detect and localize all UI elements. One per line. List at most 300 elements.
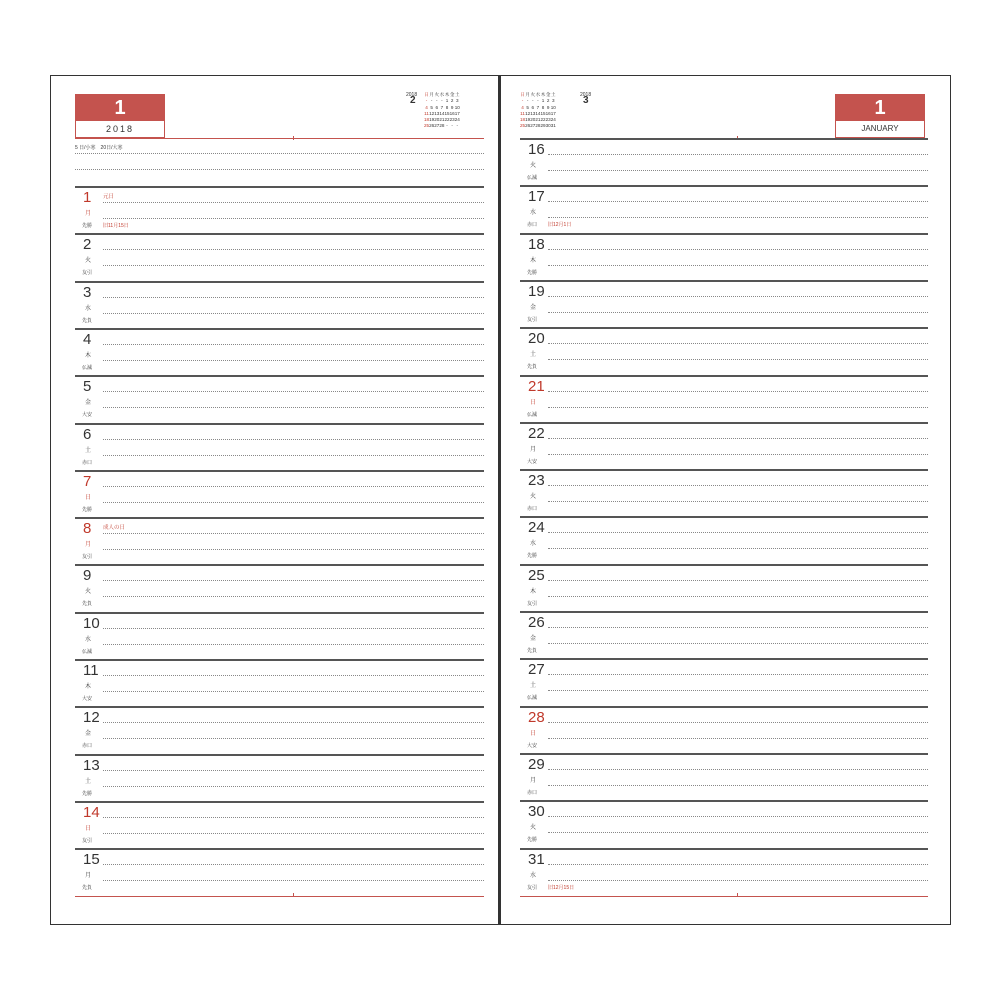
day-row[interactable] xyxy=(75,281,484,328)
day-number: 1 xyxy=(83,189,92,206)
day-number: 20 xyxy=(528,330,545,348)
writing-line xyxy=(548,501,928,502)
writing-line xyxy=(103,864,484,865)
day-number: 31 xyxy=(528,850,545,868)
day-row[interactable] xyxy=(75,375,484,422)
mini-calendar-weekday: 日 xyxy=(520,92,525,97)
mini-calendar-day: 17 xyxy=(550,110,556,116)
writing-line xyxy=(548,532,928,533)
day-of-week: 水 xyxy=(530,872,537,879)
mini-calendar-day: - xyxy=(451,123,453,129)
day-of-week: 日 xyxy=(85,825,92,832)
rokuyo-label: 赤口 xyxy=(527,789,538,796)
rokuyo-label: 友引 xyxy=(82,837,93,844)
mini-calendar-day: 4 xyxy=(425,104,428,110)
writing-line xyxy=(103,833,484,834)
day-row[interactable] xyxy=(75,754,484,801)
mini-calendar-day: 27 xyxy=(530,123,536,129)
month-year-box xyxy=(75,94,165,138)
day-of-week: 日 xyxy=(85,494,92,501)
day-number: 13 xyxy=(83,756,100,774)
day-number: 26 xyxy=(528,614,545,631)
mini-calendar-day: 24 xyxy=(550,117,556,123)
writing-line xyxy=(548,643,928,644)
holiday-note: 元日 xyxy=(103,194,115,200)
day-row[interactable] xyxy=(520,516,928,563)
day-of-week: 火 xyxy=(85,589,92,596)
rokuyo-label: 先負 xyxy=(82,885,93,892)
rokuyo-label: 大安 xyxy=(527,458,538,465)
day-number: 12 xyxy=(83,709,100,727)
day-number: 14 xyxy=(83,803,100,821)
mini-calendar-day: 11 xyxy=(520,110,525,116)
day-number: 30 xyxy=(528,803,545,821)
mini-calendar-day: 24 xyxy=(454,117,460,123)
day-row[interactable] xyxy=(520,800,928,847)
rokuyo-label: 友引 xyxy=(82,554,93,561)
mini-calendar-day: 18 xyxy=(424,117,430,123)
mini-calendar-day: 5 xyxy=(430,104,433,110)
mini-calendar-day: 19 xyxy=(429,117,435,123)
mini-calendar-day: 11 xyxy=(424,110,429,116)
day-row[interactable] xyxy=(75,233,484,280)
mini-calendar-weekday: 土 xyxy=(455,92,460,97)
writing-line xyxy=(103,439,484,440)
day-row[interactable] xyxy=(75,848,484,895)
day-of-week: 火 xyxy=(85,258,92,265)
holiday-note: 成人の日 xyxy=(103,525,126,532)
mini-calendar-day: 22 xyxy=(444,117,450,123)
rokuyo-label: 先勝 xyxy=(82,506,93,513)
day-number: 29 xyxy=(528,755,545,773)
day-of-week: 土 xyxy=(530,352,537,359)
rokuyo-label: 友引 xyxy=(527,884,538,891)
lunar-date-note: 旧12月1日 xyxy=(548,222,572,229)
mini-calendar-weekday: 水 xyxy=(535,92,541,97)
mini-calendar-day: 15 xyxy=(540,110,546,116)
mini-calendar-day: - xyxy=(425,98,428,104)
writing-line xyxy=(103,817,484,818)
writing-line xyxy=(103,360,484,361)
day-of-week: 日 xyxy=(530,730,537,737)
day-number: 25 xyxy=(528,566,545,584)
writing-line xyxy=(103,675,484,676)
day-number: 5 xyxy=(83,378,92,396)
mini-calendar-day: 28 xyxy=(439,123,445,129)
mini-calendar-year: 2018 xyxy=(406,92,418,98)
memo-line xyxy=(75,153,484,154)
writing-line xyxy=(103,770,484,771)
mini-calendar-day: 26 xyxy=(525,123,531,129)
writing-line xyxy=(548,391,928,392)
mini-calendar-day: 25 xyxy=(520,123,526,129)
writing-line xyxy=(103,580,484,581)
mini-calendar-day: - xyxy=(521,98,524,104)
mini-calendar-weekday: 日 xyxy=(424,92,429,97)
day-row[interactable] xyxy=(75,517,484,564)
rokuyo-label: 仏滅 xyxy=(527,175,538,181)
month-name-box xyxy=(835,94,925,138)
mini-calendar-day: - xyxy=(441,98,443,104)
rokuyo-label: 先勝 xyxy=(527,837,538,844)
day-row[interactable] xyxy=(520,611,928,658)
day-row[interactable] xyxy=(520,706,928,753)
day-of-week: 水 xyxy=(530,541,537,548)
day-of-week: 水 xyxy=(85,305,92,312)
day-number: 22 xyxy=(528,424,545,442)
mini-calendar-weekday: 月 xyxy=(525,92,530,97)
day-number: 7 xyxy=(83,472,92,490)
day-number: 23 xyxy=(528,472,545,490)
day-row[interactable] xyxy=(520,564,928,611)
day-row[interactable] xyxy=(520,185,928,232)
day-of-week: 土 xyxy=(85,778,92,785)
writing-line xyxy=(548,769,928,770)
writing-line xyxy=(548,864,928,865)
day-number: 6 xyxy=(83,425,92,443)
rokuyo-label: 友引 xyxy=(82,270,93,277)
day-of-week: 月 xyxy=(530,446,537,453)
writing-line xyxy=(548,154,928,155)
day-number: 3 xyxy=(83,283,92,301)
day-row[interactable] xyxy=(75,186,484,233)
mini-calendar-day: - xyxy=(537,98,539,104)
day-row[interactable] xyxy=(520,375,928,422)
mini-calendar-day: 10 xyxy=(454,104,460,110)
day-of-week: 木 xyxy=(530,257,537,264)
day-number: 28 xyxy=(528,708,545,726)
rokuyo-label: 先勝 xyxy=(527,269,538,276)
right-page xyxy=(499,75,951,925)
writing-line xyxy=(103,391,484,392)
day-of-week: 土 xyxy=(85,447,92,454)
writing-line xyxy=(548,217,928,218)
mini-calendar-day: - xyxy=(526,98,529,104)
mini-calendar-day: 29 xyxy=(540,123,546,129)
day-number: 19 xyxy=(528,282,545,300)
mini-calendar-day: 3 xyxy=(456,98,459,104)
writing-line xyxy=(103,313,484,314)
mini-calendar-day: 17 xyxy=(454,110,460,116)
rokuyo-label: 先勝 xyxy=(82,223,93,229)
writing-line xyxy=(103,344,484,345)
writing-line xyxy=(548,596,928,597)
day-of-week: 金 xyxy=(85,731,92,738)
writing-line xyxy=(548,832,928,833)
day-of-week: 金 xyxy=(530,304,537,311)
day-row[interactable] xyxy=(75,801,484,848)
day-of-week: 火 xyxy=(530,163,537,169)
day-number: 27 xyxy=(528,661,545,679)
day-number: 15 xyxy=(83,851,100,869)
day-row[interactable] xyxy=(520,848,928,895)
page-spine xyxy=(498,75,501,925)
mini-calendar-day: - xyxy=(436,98,438,104)
day-number: 17 xyxy=(528,188,545,206)
year-label: 2018 xyxy=(105,124,135,134)
mini-calendar-day: 14 xyxy=(535,110,541,116)
mini-calendar-grid xyxy=(520,92,556,130)
writing-line xyxy=(103,691,484,692)
mini-calendar-day: 12 xyxy=(525,110,531,116)
day-row[interactable] xyxy=(520,233,928,280)
writing-line xyxy=(548,627,928,628)
mini-calendar-day: 20 xyxy=(434,117,440,123)
mini-calendar-weekday: 月 xyxy=(429,92,434,97)
day-row[interactable] xyxy=(520,138,928,185)
rokuyo-label: 赤口 xyxy=(527,222,538,229)
mini-calendar-day: 7 xyxy=(536,104,540,110)
mini-calendar-day: 5 xyxy=(526,104,529,110)
mini-calendar-day: 12 xyxy=(429,110,435,116)
rokuyo-label: 先勝 xyxy=(527,553,538,560)
day-row[interactable] xyxy=(75,706,484,753)
rokuyo-label: 大安 xyxy=(82,412,93,419)
day-row[interactable] xyxy=(75,612,484,659)
writing-line xyxy=(103,880,484,881)
mini-calendar-weekday: 水 xyxy=(439,92,445,97)
day-row[interactable] xyxy=(520,422,928,469)
lunar-date-note: 旧12月15日 xyxy=(548,884,575,891)
mini-calendar-day: 16 xyxy=(545,110,551,116)
rokuyo-label: 先負 xyxy=(82,317,93,324)
day-number: 10 xyxy=(83,614,100,632)
writing-line xyxy=(548,722,928,723)
rokuyo-label: 大安 xyxy=(82,696,93,702)
mini-calendar-year: 2018 xyxy=(580,92,592,98)
mini-calendar-day: 2 xyxy=(450,98,454,104)
day-of-week: 月 xyxy=(85,873,92,880)
day-of-week: 木 xyxy=(530,588,537,595)
mini-calendar-weekday: 金 xyxy=(449,92,455,97)
day-row[interactable] xyxy=(520,658,928,705)
mini-calendar-day: 9 xyxy=(450,104,454,110)
mini-calendar-weekday: 金 xyxy=(545,92,551,97)
mini-calendar-day: 30 xyxy=(545,123,551,129)
rokuyo-label: 仏滅 xyxy=(527,411,538,418)
writing-line xyxy=(548,312,928,313)
mini-calendar-weekday: 木 xyxy=(540,92,546,97)
memo-text: 5 日/小寒 20日/大寒 xyxy=(75,145,123,151)
writing-line xyxy=(548,816,928,817)
day-number: 8 xyxy=(83,520,92,538)
writing-line xyxy=(548,359,928,360)
mini-calendar-month: 2 xyxy=(410,95,416,106)
day-number: 21 xyxy=(528,377,545,395)
day-number: 9 xyxy=(83,567,92,585)
mini-calendar-day: 26 xyxy=(429,123,435,129)
writing-line xyxy=(103,502,484,503)
mini-calendar-day: 28 xyxy=(535,123,541,129)
day-of-week: 木 xyxy=(85,352,92,359)
bottom-rule xyxy=(75,896,484,897)
mini-calendar-day: 23 xyxy=(449,117,455,123)
rokuyo-label: 友引 xyxy=(527,316,538,323)
writing-line xyxy=(103,549,484,550)
writing-line xyxy=(548,265,928,266)
mini-calendar-weekday: 土 xyxy=(551,92,556,97)
month-name: JANUARY xyxy=(861,124,899,133)
writing-line xyxy=(548,296,928,297)
mini-calendar-day: - xyxy=(456,123,459,129)
mini-calendar-day: 14 xyxy=(439,110,445,116)
rokuyo-label: 赤口 xyxy=(82,459,93,466)
mini-calendar-day: 27 xyxy=(434,123,440,129)
mini-calendar-day: 9 xyxy=(546,104,550,110)
mini-calendar-day: 7 xyxy=(440,104,444,110)
day-number: 24 xyxy=(528,519,545,537)
center-tick xyxy=(293,136,294,140)
left-page xyxy=(50,75,501,925)
mini-calendar-day: 6 xyxy=(435,104,439,110)
day-of-week: 金 xyxy=(85,400,92,407)
writing-line xyxy=(548,738,928,739)
day-of-week: 月 xyxy=(530,777,537,784)
day-of-week: 火 xyxy=(530,494,537,501)
writing-line xyxy=(548,201,928,202)
mini-calendar-day: 25 xyxy=(424,123,430,129)
mini-calendar-day: 1 xyxy=(541,98,545,104)
day-number: 16 xyxy=(528,141,545,158)
mini-calendar-day: 6 xyxy=(531,104,535,110)
memo-area[interactable] xyxy=(75,144,484,170)
writing-line xyxy=(103,486,484,487)
mini-calendar-day: 23 xyxy=(545,117,551,123)
writing-line xyxy=(548,580,928,581)
rokuyo-label: 赤口 xyxy=(527,506,538,513)
rokuyo-label: 先負 xyxy=(527,648,538,654)
writing-line xyxy=(548,249,928,250)
rokuyo-label: 先勝 xyxy=(82,790,93,797)
lunar-date-note: 旧11月15日 xyxy=(103,223,129,229)
day-row[interactable] xyxy=(520,753,928,800)
writing-line xyxy=(103,533,484,534)
header-rule xyxy=(75,138,484,139)
rokuyo-label: 仏滅 xyxy=(82,364,93,371)
writing-line xyxy=(103,249,484,250)
mini-calendar-day: 2 xyxy=(546,98,550,104)
writing-line xyxy=(548,880,928,881)
mini-calendar-day: 15 xyxy=(444,110,450,116)
memo-line xyxy=(75,169,484,170)
day-number: 11 xyxy=(83,662,99,679)
mini-calendar-day: - xyxy=(430,98,433,104)
rokuyo-label: 赤口 xyxy=(82,743,93,750)
day-number: 2 xyxy=(83,236,92,254)
writing-line xyxy=(548,674,928,675)
writing-line xyxy=(103,265,484,266)
day-of-week: 火 xyxy=(530,825,537,832)
writing-line xyxy=(548,785,928,786)
mini-calendar-day: 16 xyxy=(449,110,455,116)
day-of-week: 水 xyxy=(530,210,537,217)
mini-calendar-weekday: 木 xyxy=(444,92,450,97)
mini-calendar-day: 10 xyxy=(550,104,556,110)
mini-calendar-weekday: 火 xyxy=(434,92,440,97)
writing-line xyxy=(103,786,484,787)
day-row[interactable] xyxy=(520,280,928,327)
writing-line xyxy=(548,438,928,439)
mini-calendar-day: 13 xyxy=(530,110,536,116)
rokuyo-label: 友引 xyxy=(527,600,538,607)
day-of-week: 木 xyxy=(85,684,92,690)
mini-calendar-day: 20 xyxy=(530,117,536,123)
writing-line xyxy=(548,485,928,486)
month-number: 1 xyxy=(76,95,164,121)
day-row[interactable] xyxy=(75,659,484,706)
day-row[interactable] xyxy=(75,328,484,375)
month-number: 1 xyxy=(836,95,924,121)
rokuyo-label: 大安 xyxy=(527,742,538,749)
mini-calendar-day: 21 xyxy=(535,117,541,123)
mini-calendar-day: - xyxy=(446,123,448,129)
writing-line xyxy=(103,407,484,408)
center-tick xyxy=(293,893,294,897)
writing-line xyxy=(103,722,484,723)
mini-calendar-day: 18 xyxy=(520,117,526,123)
mini-calendar-day: 8 xyxy=(445,104,449,110)
mini-calendar-day: 3 xyxy=(552,98,555,104)
mini-calendar-day: 1 xyxy=(445,98,449,104)
mini-calendar-day: 4 xyxy=(521,104,524,110)
writing-line xyxy=(103,297,484,298)
rokuyo-label: 仏滅 xyxy=(82,648,93,655)
rokuyo-label: 仏滅 xyxy=(527,695,538,702)
day-number: 4 xyxy=(83,330,92,348)
writing-line xyxy=(548,690,928,691)
center-tick xyxy=(737,893,738,897)
bottom-rule xyxy=(520,896,928,897)
day-row[interactable] xyxy=(520,327,928,374)
writing-line xyxy=(548,454,928,455)
rokuyo-label: 先負 xyxy=(82,601,93,608)
mini-calendar-day: 31 xyxy=(550,123,556,129)
writing-line xyxy=(548,170,928,171)
writing-line xyxy=(103,596,484,597)
mini-calendar-grid xyxy=(424,92,460,130)
day-row[interactable] xyxy=(75,423,484,470)
day-of-week: 月 xyxy=(85,211,92,217)
day-row[interactable] xyxy=(75,564,484,611)
mini-calendar-day: 13 xyxy=(434,110,440,116)
mini-calendar-day: 21 xyxy=(439,117,445,123)
day-of-week: 月 xyxy=(85,542,92,549)
writing-line xyxy=(103,628,484,629)
mini-calendar-day: 22 xyxy=(540,117,546,123)
writing-line xyxy=(103,218,484,219)
writing-line xyxy=(103,738,484,739)
writing-line xyxy=(548,343,928,344)
day-of-week: 金 xyxy=(530,636,537,642)
rokuyo-label: 先負 xyxy=(527,364,538,371)
day-row[interactable] xyxy=(520,469,928,516)
day-of-week: 土 xyxy=(530,683,537,690)
writing-line xyxy=(103,202,484,203)
mini-calendar-day: - xyxy=(532,98,534,104)
day-of-week: 水 xyxy=(85,636,92,643)
day-row[interactable] xyxy=(75,470,484,517)
mini-calendar-weekday: 火 xyxy=(530,92,536,97)
day-number: 18 xyxy=(528,235,545,253)
mini-calendar-day: 8 xyxy=(541,104,545,110)
writing-line xyxy=(548,407,928,408)
mini-calendar-day: 19 xyxy=(525,117,531,123)
day-of-week: 日 xyxy=(530,399,537,406)
writing-line xyxy=(548,548,928,549)
mini-calendar-month: 3 xyxy=(583,95,589,106)
writing-line xyxy=(103,644,484,645)
writing-line xyxy=(103,455,484,456)
